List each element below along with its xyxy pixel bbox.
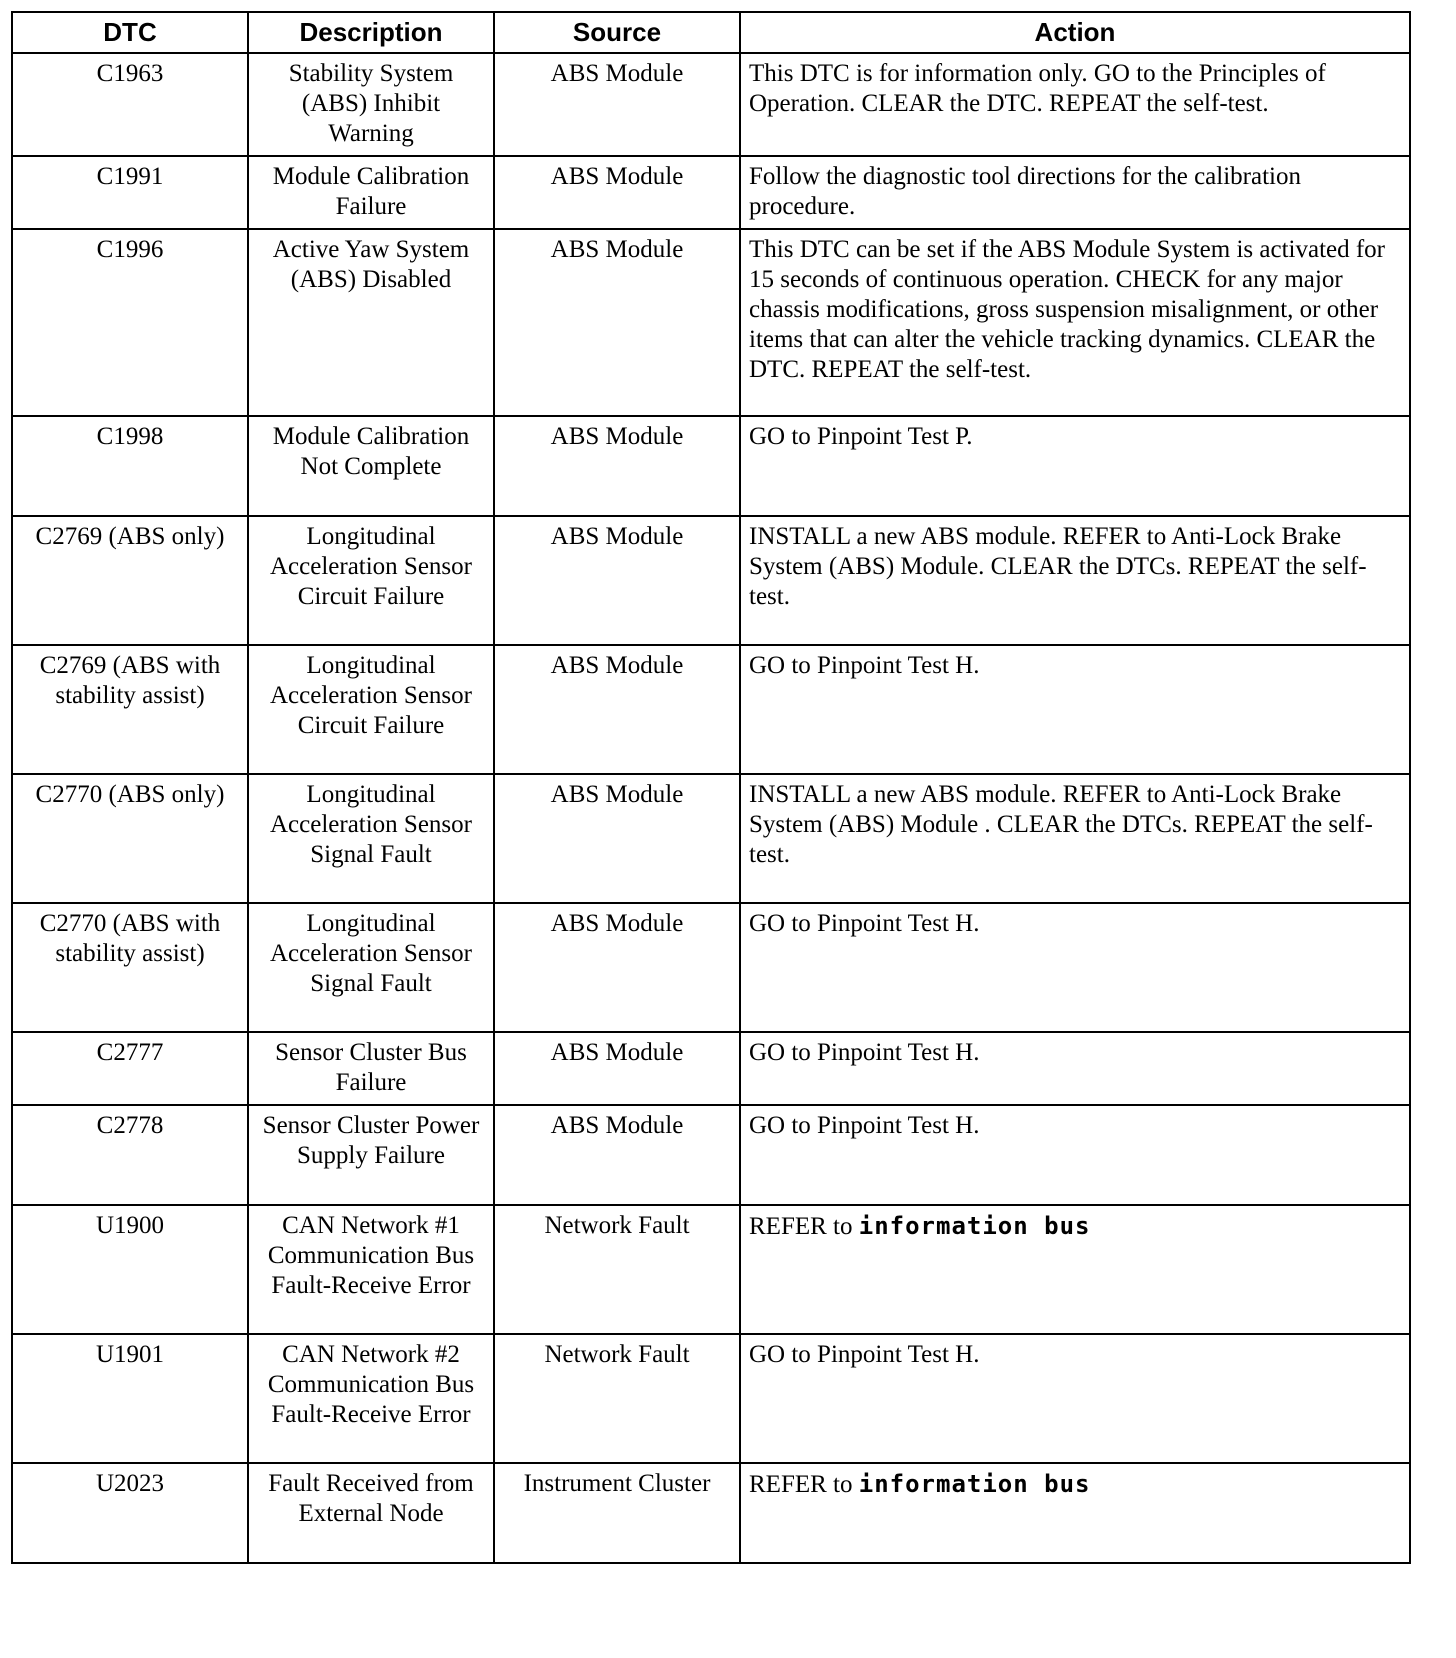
table-row bbox=[12, 1105, 1410, 1205]
information-bus-link[interactable]: information bus bbox=[858, 1212, 1091, 1240]
dtc-action: INSTALL a new ABS module. REFER to Anti-Lock Brake System (ABS) Module . CLEAR the DTCs. REPEAT the self-test. bbox=[740, 774, 1410, 903]
table-row bbox=[12, 416, 1410, 516]
dtc-source: Network Fault bbox=[494, 1205, 740, 1334]
dtc-description: Module Calibration Not Complete bbox=[248, 416, 494, 516]
dtc-source: ABS Module bbox=[494, 156, 740, 229]
dtc-source: ABS Module bbox=[494, 1105, 740, 1205]
dtc-source: ABS Module bbox=[494, 416, 740, 516]
table-row bbox=[12, 1205, 1410, 1334]
dtc-source: ABS Module bbox=[494, 1032, 740, 1105]
dtc-action: This DTC can be set if the ABS Module System is activated for 15 seconds of continuous operation. CHECK for any major chassis modifications, gross suspension misalignment, or other items that can alter the vehicle tracking dynamics. CLEAR the DTC. REPEAT the self-test. bbox=[740, 229, 1410, 416]
dtc-table bbox=[11, 11, 1411, 1564]
table-row bbox=[12, 645, 1410, 774]
dtc-description: Sensor Cluster Bus Failure bbox=[248, 1032, 494, 1105]
dtc-source: ABS Module bbox=[494, 229, 740, 416]
dtc-source: Network Fault bbox=[494, 1334, 740, 1463]
dtc-code: U1901 bbox=[12, 1334, 248, 1463]
dtc-action: INSTALL a new ABS module. REFER to Anti-Lock Brake System (ABS) Module. CLEAR the DTCs. REPEAT the self-test. bbox=[740, 516, 1410, 645]
dtc-action: This DTC is for information only. GO to the Principles of Operation. CLEAR the DTC. REPEAT the self-test. bbox=[740, 53, 1410, 156]
header-row bbox=[12, 12, 1410, 53]
table-row bbox=[12, 1463, 1410, 1563]
dtc-description: Stability System (ABS) Inhibit Warning bbox=[248, 53, 494, 156]
dtc-description: Longitudinal Acceleration Sensor Signal Fault bbox=[248, 903, 494, 1032]
dtc-code: C2769 (ABS only) bbox=[12, 516, 248, 645]
dtc-code: C2769 (ABS with stability assist) bbox=[12, 645, 248, 774]
dtc-code: U1900 bbox=[12, 1205, 248, 1334]
header-dtc: DTC bbox=[12, 12, 248, 53]
table-row bbox=[12, 903, 1410, 1032]
dtc-code: C1991 bbox=[12, 156, 248, 229]
dtc-description: Longitudinal Acceleration Sensor Circuit Failure bbox=[248, 645, 494, 774]
dtc-description: CAN Network #1 Communication Bus Fault-Receive Error bbox=[248, 1205, 494, 1334]
dtc-code: C2778 bbox=[12, 1105, 248, 1205]
dtc-action: GO to Pinpoint Test H. bbox=[740, 1032, 1410, 1105]
table-row bbox=[12, 156, 1410, 229]
dtc-action: GO to Pinpoint Test H. bbox=[740, 645, 1410, 774]
dtc-action bbox=[740, 1463, 1410, 1563]
dtc-description: Longitudinal Acceleration Sensor Signal Fault bbox=[248, 774, 494, 903]
dtc-source: ABS Module bbox=[494, 53, 740, 156]
header-action: Action bbox=[740, 12, 1410, 53]
table-row bbox=[12, 53, 1410, 156]
dtc-action: Follow the diagnostic tool directions for the calibration procedure. bbox=[740, 156, 1410, 229]
table-row bbox=[12, 229, 1410, 416]
dtc-description: CAN Network #2 Communication Bus Fault-Receive Error bbox=[248, 1334, 494, 1463]
dtc-code: C1963 bbox=[12, 53, 248, 156]
table-row bbox=[12, 1032, 1410, 1105]
dtc-description: Longitudinal Acceleration Sensor Circuit Failure bbox=[248, 516, 494, 645]
header-description: Description bbox=[248, 12, 494, 53]
dtc-action: GO to Pinpoint Test P. bbox=[740, 416, 1410, 516]
dtc-code: C2770 (ABS with stability assist) bbox=[12, 903, 248, 1032]
table-row bbox=[12, 774, 1410, 903]
header-source: Source bbox=[494, 12, 740, 53]
information-bus-link[interactable]: information bus bbox=[858, 1470, 1091, 1498]
dtc-source: Instrument Cluster bbox=[494, 1463, 740, 1563]
action-prefix: REFER to bbox=[749, 1471, 853, 1498]
dtc-code: C2770 (ABS only) bbox=[12, 774, 248, 903]
table-body bbox=[12, 53, 1410, 1563]
dtc-description: Active Yaw System (ABS) Disabled bbox=[248, 229, 494, 416]
table-row bbox=[12, 516, 1410, 645]
dtc-action: GO to Pinpoint Test H. bbox=[740, 1334, 1410, 1463]
dtc-code: C1998 bbox=[12, 416, 248, 516]
dtc-code: U2023 bbox=[12, 1463, 248, 1563]
dtc-code: C2777 bbox=[12, 1032, 248, 1105]
dtc-action: GO to Pinpoint Test H. bbox=[740, 903, 1410, 1032]
dtc-source: ABS Module bbox=[494, 903, 740, 1032]
action-prefix: REFER to bbox=[749, 1213, 853, 1240]
dtc-source: ABS Module bbox=[494, 774, 740, 903]
dtc-source: ABS Module bbox=[494, 645, 740, 774]
table-row bbox=[12, 1334, 1410, 1463]
dtc-code: C1996 bbox=[12, 229, 248, 416]
table-header bbox=[12, 12, 1410, 53]
dtc-description: Fault Received from External Node bbox=[248, 1463, 494, 1563]
dtc-action bbox=[740, 1205, 1410, 1334]
dtc-description: Sensor Cluster Power Supply Failure bbox=[248, 1105, 494, 1205]
dtc-description: Module Calibration Failure bbox=[248, 156, 494, 229]
dtc-action: GO to Pinpoint Test H. bbox=[740, 1105, 1410, 1205]
dtc-source: ABS Module bbox=[494, 516, 740, 645]
